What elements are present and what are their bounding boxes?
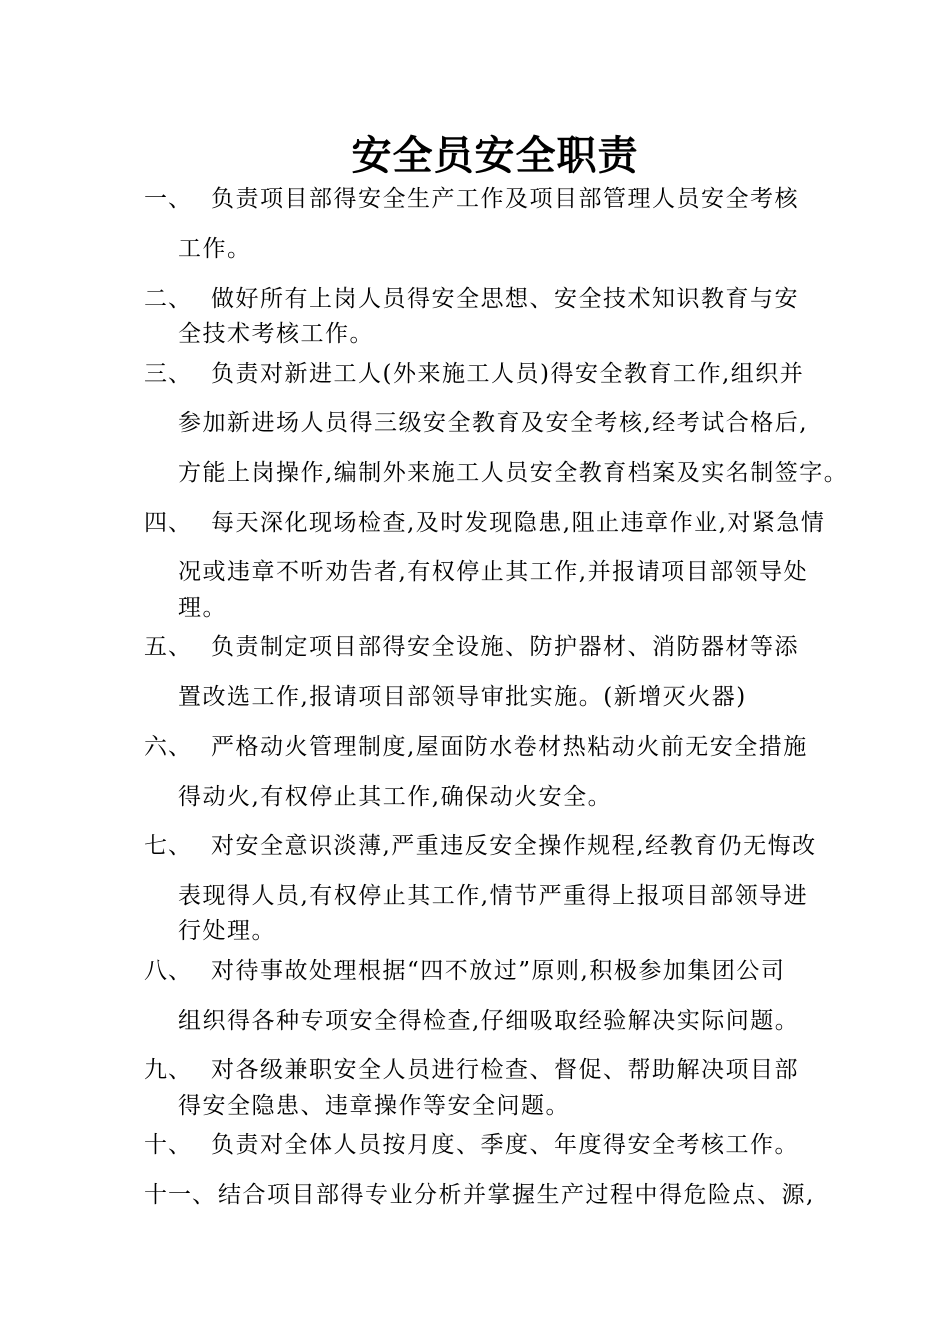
- item-number: 七、: [144, 833, 192, 859]
- item-text-line: 全技术考核工作。: [178, 321, 374, 347]
- item-text-line: 负责对新进工人(外来施工人员)得安全教育工作,组织并: [211, 361, 805, 387]
- item-number: 三、: [144, 361, 192, 387]
- item-text-line: 负责对全体人员按月度、季度、年度得安全考核工作。: [211, 1132, 799, 1158]
- item-number: 一、: [144, 186, 192, 212]
- item-text-line: 行处理。: [178, 918, 276, 944]
- item-number: 十、: [144, 1132, 192, 1158]
- item-number: 六、: [144, 734, 192, 760]
- item-text-line: 参加新进场人员得三级安全教育及安全考核,经考试合格后,: [178, 410, 809, 436]
- item-text-line: 负责制定项目部得安全设施、防护器材、消防器材等添: [211, 634, 799, 660]
- item-number: 二、: [144, 286, 192, 312]
- item-number: 九、: [144, 1057, 192, 1083]
- item-text-line: 负责项目部得安全生产工作及项目部管理人员安全考核: [211, 186, 799, 212]
- item-text-line: 结合项目部得专业分析并掌握生产过程中得危险点、源,: [218, 1182, 815, 1208]
- item-text-line: 每天深化现场检查,及时发现隐患,阻止违章作业,对紧急情: [211, 510, 826, 536]
- item-text-line: 置改选工作,报请项目部领导审批实施。(新增灭火器): [178, 684, 747, 710]
- item-text-line: 得安全隐患、违章操作等安全问题。: [178, 1093, 570, 1119]
- item-number: 十一、: [144, 1182, 216, 1208]
- item-text-line: 做好所有上岗人员得安全思想、安全技术知识教育与安: [211, 286, 799, 312]
- item-number: 五、: [144, 634, 192, 660]
- item-text-line: 况或违章不听劝告者,有权停止其工作,并报请项目部领导处: [178, 559, 809, 585]
- item-text-line: 对待事故处理根据“四不放过”原则,积极参加集团公司: [211, 958, 786, 984]
- item-text-line: 得动火,有权停止其工作,确保动火安全。: [178, 784, 613, 810]
- item-number: 四、: [144, 510, 192, 536]
- item-text-line: 表现得人员,有权停止其工作,情节严重得上报项目部领导进: [178, 883, 809, 909]
- item-text-line: 理。: [178, 595, 227, 621]
- page-title: 安全员安全职责: [351, 132, 639, 179]
- item-text-line: 方能上岗操作,编制外来施工人员安全教育档案及实名制签字。: [178, 460, 849, 486]
- item-number: 八、: [144, 958, 192, 984]
- item-text-line: 对安全意识淡薄,严重违反安全操作规程,经教育仍无悔改: [211, 833, 817, 859]
- item-text-line: 对各级兼职安全人员进行检查、督促、帮助解决项目部: [211, 1057, 799, 1083]
- item-text-line: 组织得各种专项安全得检查,仔细吸取经验解决实际问题。: [178, 1008, 800, 1034]
- item-text-line: 工作。: [178, 236, 252, 262]
- item-text-line: 严格动火管理制度,屋面防水卷材热粘动火前无安全措施: [211, 734, 808, 760]
